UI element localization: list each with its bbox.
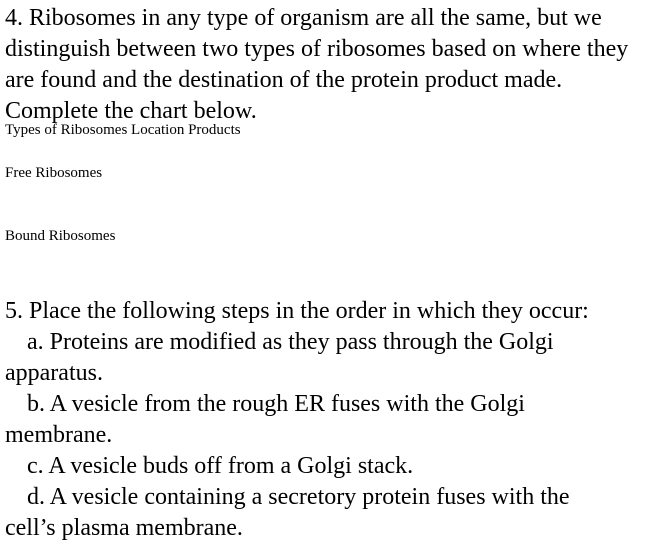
question-5 <box>5 296 589 544</box>
step-c: c. A vesicle buds off from a Golgi stack. <box>27 453 414 479</box>
question-4 <box>5 3 628 127</box>
question-4-line: 4. Ribosomes in any type of organism are all the same, but we <box>5 5 602 31</box>
question-4-line: distinguish between two types of ribosomes based on where they <box>5 36 629 62</box>
chart-row-bound-ribosomes: Bound Ribosomes <box>5 228 116 244</box>
question-4-line: Complete the chart below. <box>5 98 257 124</box>
step-b: b. A vesicle from the rough ER fuses with the Golgi <box>27 391 525 417</box>
chart-header: Types of Ribosomes Location Products <box>5 122 241 138</box>
step-d-continued: cell’s plasma membrane. <box>5 515 243 541</box>
step-a-continued: apparatus. <box>5 360 103 386</box>
question-5-prompt: 5. Place the following steps in the order in which they occur: <box>5 298 589 324</box>
step-b-continued: membrane. <box>5 422 113 448</box>
step-a: a. Proteins are modified as they pass through the Golgi <box>27 329 554 355</box>
question-4-line: are found and the destination of the protein product made. <box>5 67 563 93</box>
chart-row-free-ribosomes: Free Ribosomes <box>5 165 103 181</box>
step-d: d. A vesicle containing a secretory protein fuses with the <box>27 484 570 510</box>
